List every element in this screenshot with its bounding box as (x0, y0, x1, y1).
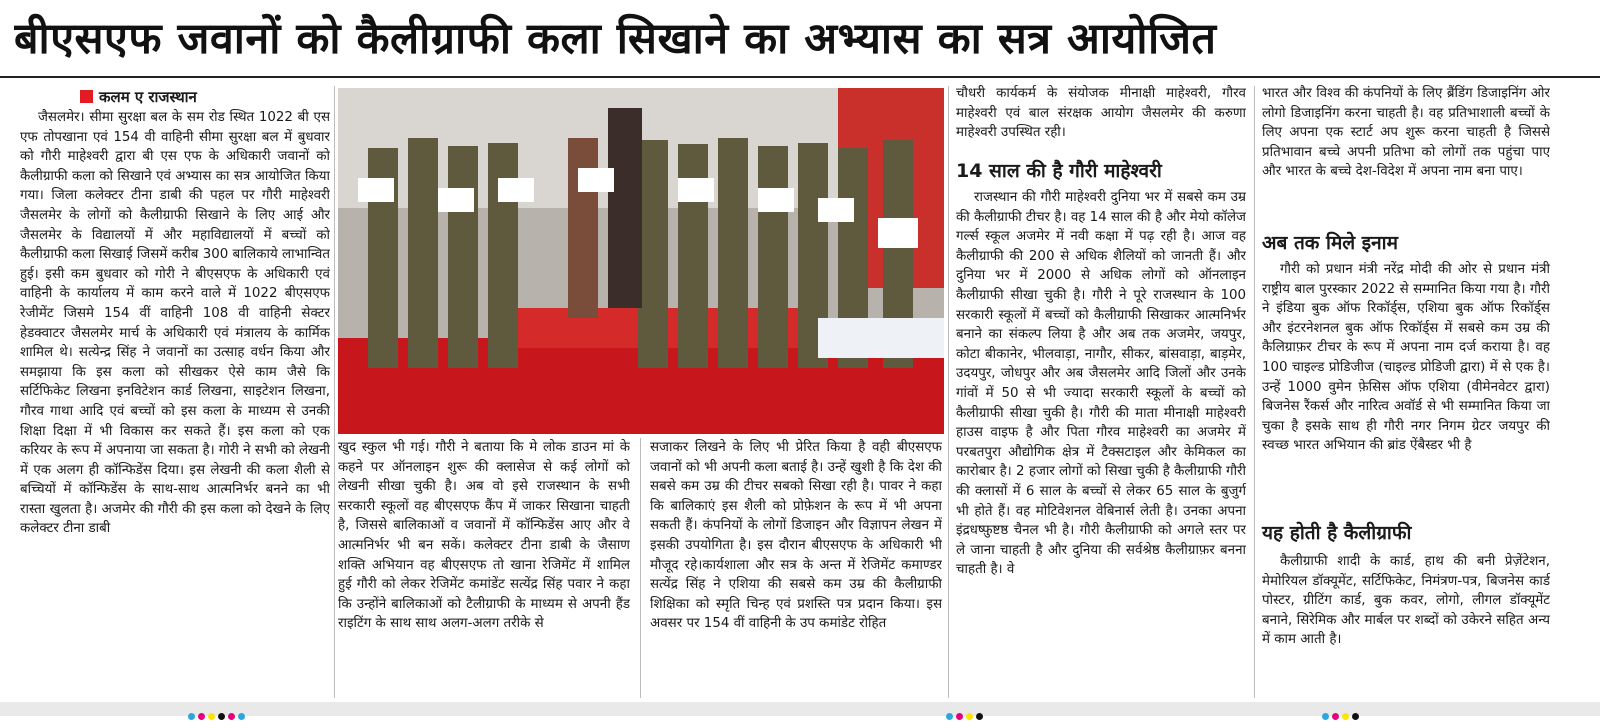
column-separator (1254, 86, 1255, 698)
column-1 (20, 108, 330, 700)
news-photo (338, 88, 944, 434)
headline-rule (0, 76, 1600, 78)
column-2 (338, 438, 630, 700)
registration-dots-icon (1322, 705, 1362, 713)
column-4-body-text: राजस्थान की गौरी माहेश्वरी दुनिया भर में सबसे कम उम्र की कैलीग्राफी टीचर है। वह 14 साल की है और मेयो कॉलेज गर्ल्स स्कूल अजमेर में नवी कक्षा में पढ़ रही है। आज वह कैलीग्राफी की 200 से अधिक शैलियों को जानती हैं। और दुनिया भर में 2000 से अधिक लोगों को ऑनलाइन कैलीग्राफी सीखा चुकी है। गौरी ने पूरे राजस्थान के 100 सरकारी स्कूलों में बच्चों को कैलीग्राफी सिखाकर आत्मनिर्भर बनाने का संकल्प लिया है और अब तक अजमेर, जयपुर, कोटा बीकानेर, भीलवाड़ा, नागौर, सीकर, बांसवाड़ा, बाड़मेर, उदयपुर, जोधपुर और अब जैसलमेर आदि जिलों और उनके गांवों में 50 से भी ज्यादा सरकारी स्कूलों के बच्चों को कैलीग्राफी सीखा चुकी है। गौरी की माता मीनाक्षी माहेश्वरी हाउस वाइफ है और पिता गौरव माहेश्वरी का अजमेर में परबतपुरा औद्योगिक क्षेत्र में टैक्सटाइल और केमिकल का कारोबार है। 2 हजार लोगों को सिखा चुकी है कैलीग्राफी गौरी की क्लासों में 6 साल के बच्चों से लेकर 65 साल के बुजुर्ग भी होते हैं। वह मोटिवेशनल वेबिनार्स लेती है। उनका अपना इंद्रधष्फ़ुष्टष्ठ चैनल भी है। गौरी कैलीग्राफी को अगले स्तर पर ले जाना चाहती है और दुनिया की सर्वश्रेष्ठ कैलीग्राफ़र बनना चाहती है। वे (956, 190, 1246, 578)
headline: बीएसएफ जवानों को कैलीग्राफी कला सिखाने का अभ्यास का सत्र आयोजित (14, 14, 1217, 64)
column-separator (334, 86, 335, 698)
column-5-top (1262, 84, 1550, 222)
column-3 (650, 438, 942, 700)
column-5-awards-text: गौरी को प्रधान मंत्री नरेंद्र मोदी की ओर से प्रधान मंत्री राष्ट्रीय बाल पुरस्कार 2022 से सम्मानित किया गया है। गौरी ने इंडिया बुक ऑफ रिकॉर्ड्स, एशिया बुक ऑफ रिकॉर्ड्स और इंटरनेशनल बुक ऑफ रिकॉर्ड्स में सबसे कम उम्र की कैलिग्राफ़र टीचर के रूप में अपना नाम दर्ज कराया है। वह 100 चाइल्ड प्रोडिजीज (चाइल्ड प्रोडिजी द्वारा) में से एक है। उन्हें 1000 वुमेन फ़ेसिस ऑफ एशिया (वीमेनवेटर द्वारा) बिजनेस रैंकर्स और नारित्व अवॉर्ड से भी सम्मानित किया जा चुका है इसके साथ ही गौरी नगर निगम ग्रेटर जयपुर की स्वच्छ भारत अभियान की ब्रांड ऐंबैस्डर भी है (1262, 262, 1550, 454)
column-separator (640, 438, 641, 698)
registration-dots-icon (188, 705, 248, 713)
column-separator (948, 86, 949, 698)
subhead-awards: अब तक मिले इनाम (1262, 232, 1398, 254)
column-4-top-text: चौधरी कार्यकर्म के संयोजक मीनाक्षी माहेश्वरी, गौरव माहेश्वरी एवं बाल संरक्षक आयोग जैसलमेर की करुणा माहेश्वरी उपस्थित रही। (956, 86, 1246, 141)
column-4-body (956, 188, 1246, 700)
subhead-calligraphy: यह होती है कैलीग्राफी (1262, 522, 1412, 544)
byline-text: कलम ए राजस्थान (99, 88, 197, 106)
column-4-top (956, 84, 1246, 154)
subhead-age: 14 साल की है गौरी माहेश्वरी (956, 160, 1162, 182)
byline (80, 86, 330, 108)
column-5-top-text: भारत और विश्व की कंपनियों के लिए ब्रैंडिंग डिजाइनिंग ओर लोगो डिजाइनिंग करना चाहती है। वह प्रतिभाशाली बच्चों के लिए अपना एक स्टार्ट अप शुरू करना चाहती है जिससे प्रतिभावान बच्चे अपनी प्रतिभा को लोगों तक पहुंचा पाए और भारत के बच्चे देश-विदेश में अपना नाम बना पाए। (1262, 86, 1550, 180)
column-1-text: जैसलमेर। सीमा सुरक्षा बल के सम रोड स्थित 1022 बी एस एफ तोपखाना एवं 154 वी वाहिनी सीमा सुरक्षा बल में बुधवार को गौरी माहेश्वरी द्वारा बी एस एफ के अधिकारी जवानों को कैलीग्राफी कला को सिखाने एवं अभ्यास का सत्र आयोजित किया गया। जिला कलेक्टर टीना डाबी की पहल पर गौरी माहेश्वरी जैसलमेर के लोगों को कैलीग्राफी सिखाने के लिए आई और जैसलमेर के विद्यालयों में और महाविद्यालयों में बच्चों को कैलीग्राफी कला सिखाई जिसमें करीब 300 बालिकाये लाभान्वित हुई। इसी कम बुधवार को गोरी ने बीएसएफ के अधिकारी एवं वाहिनी के कार्यालय में काम करने वाले में 1022 बीएसएफ रेजीमेंट जिसमे 154 वीं वाहिनी 108 वी वाहिनी सेक्टर हेडक्वाटर जैसलमेर मार्च के अधिकारी एवं मंत्रालय के कार्मिक शामिल थे। सत्येन्द्र सिंह ने जवानों का उत्साह वर्धन किया और समझाया कि इस कला को सीखकर ऐसे काम जैसे कि सर्टिफिकेट लिखना इनविटेशन कार्ड लिखना, साइटेशन लिखना, गौरव गाथा आदि एवं बच्चों को इस कला के माध्यम से उनकी शिक्षा दिक्षा में भी विकास कर सकते हैं। इस कला को एक करियर के रूप में अपनाया जा सकता है। गोरी ने सभी को लेखनी में एक अलग ही कॉन्फिडेंस दिया। इस लेखनी की कला शैली से बच्चियों में कॉन्फिडेंस के साथ-साथ आत्मनिर्भर बनने का भी रास्ता खुलता है। अजमेर की गौरी की इस कला को देखने के लिए कलेक्टर टीना डाबी (20, 110, 330, 537)
group-photo-icon (338, 88, 944, 434)
column-5-awards (1262, 260, 1550, 516)
byline-square-icon (80, 90, 93, 103)
registration-dots-icon (946, 705, 986, 713)
column-5-calligraphy-text: कैलीग्राफी शादी के कार्ड, हाथ की बनी प्रेज़ेंटेशन, मेमोरियल डॉक्यूमेंट, सर्टिफिकेट, निमंत्रण-पत्र, बिजनेस कार्ड पोस्टर, ग्रीटिंग कार्ड, बुक कवर, लोगो, लीगल डॉक्यूमेंट बनाने, सिरेमिक और मार्बल पर शब्दों को उकेरने सहित अन्य में काम आती है। (1262, 554, 1550, 648)
column-5-calligraphy (1262, 552, 1550, 700)
column-3-text: सजाकर लिखने के लिए भी प्रेरित किया है वही बीएसएफ जवानों को भी अपनी कला बताई है। उन्हें खुशी है कि देश की सबसे कम उम्र की टीचर सबको सिखा रही है। पावर ने कहा कि बालिकाएं इस शैली को प्रोफ़ेशन के रूप में भी अपना सकती हैं। कंपनियों के लोगों डिजाइन और विज्ञापन लेखन में इसकी उपयोगिता है। इस दौरान बीएसएफ के अधिकारी भी मौजूद रहे।कार्यशाला और सत्र के अन्त में रेजिमेंट कमाण्डर सत्येंद्र सिंह ने एशिया की सबसे कम उम्र की कैलीग्राफी शिक्षिका को स्मृति चिन्ह एवं प्रशस्ति पत्र प्रदान किया। इस अवसर पर 154 वीं वाहिनी के उप कमांडेट रोहित (650, 440, 942, 632)
column-2-text: खुद स्कुल भी गई। गौरी ने बताया कि मे लोक डाउन मां के कहने पर ऑनलाइन शुरू की क्लासेज से कई लोगों को लेखनी सीखा चुकी है। अब वो इसे राजस्थान के सभी सरकारी स्कूलों वह बीएसएफ कैंप में जाकर सिखाना चाहती है, जिससे बालिकाओं व जवानों में कॉन्फिडेंस आए और वे आत्मनिर्भर भी बन सकें। कलेक्टर टीना डाबी के जैसाण शक्ति अभियान वह बीएसएफ तो खाना रेजिमेंट में शामिल हुई गौरी को लेकर रेजिमेंट कमांडेंट सत्येंद्र सिंह पवार ने कहा कि उन्होंने बालिकाओं को टैलीग्राफी के माध्यम से अपनी हैंड राइटिंग के साथ साथ अलग-अलग तरीके से (338, 440, 630, 632)
